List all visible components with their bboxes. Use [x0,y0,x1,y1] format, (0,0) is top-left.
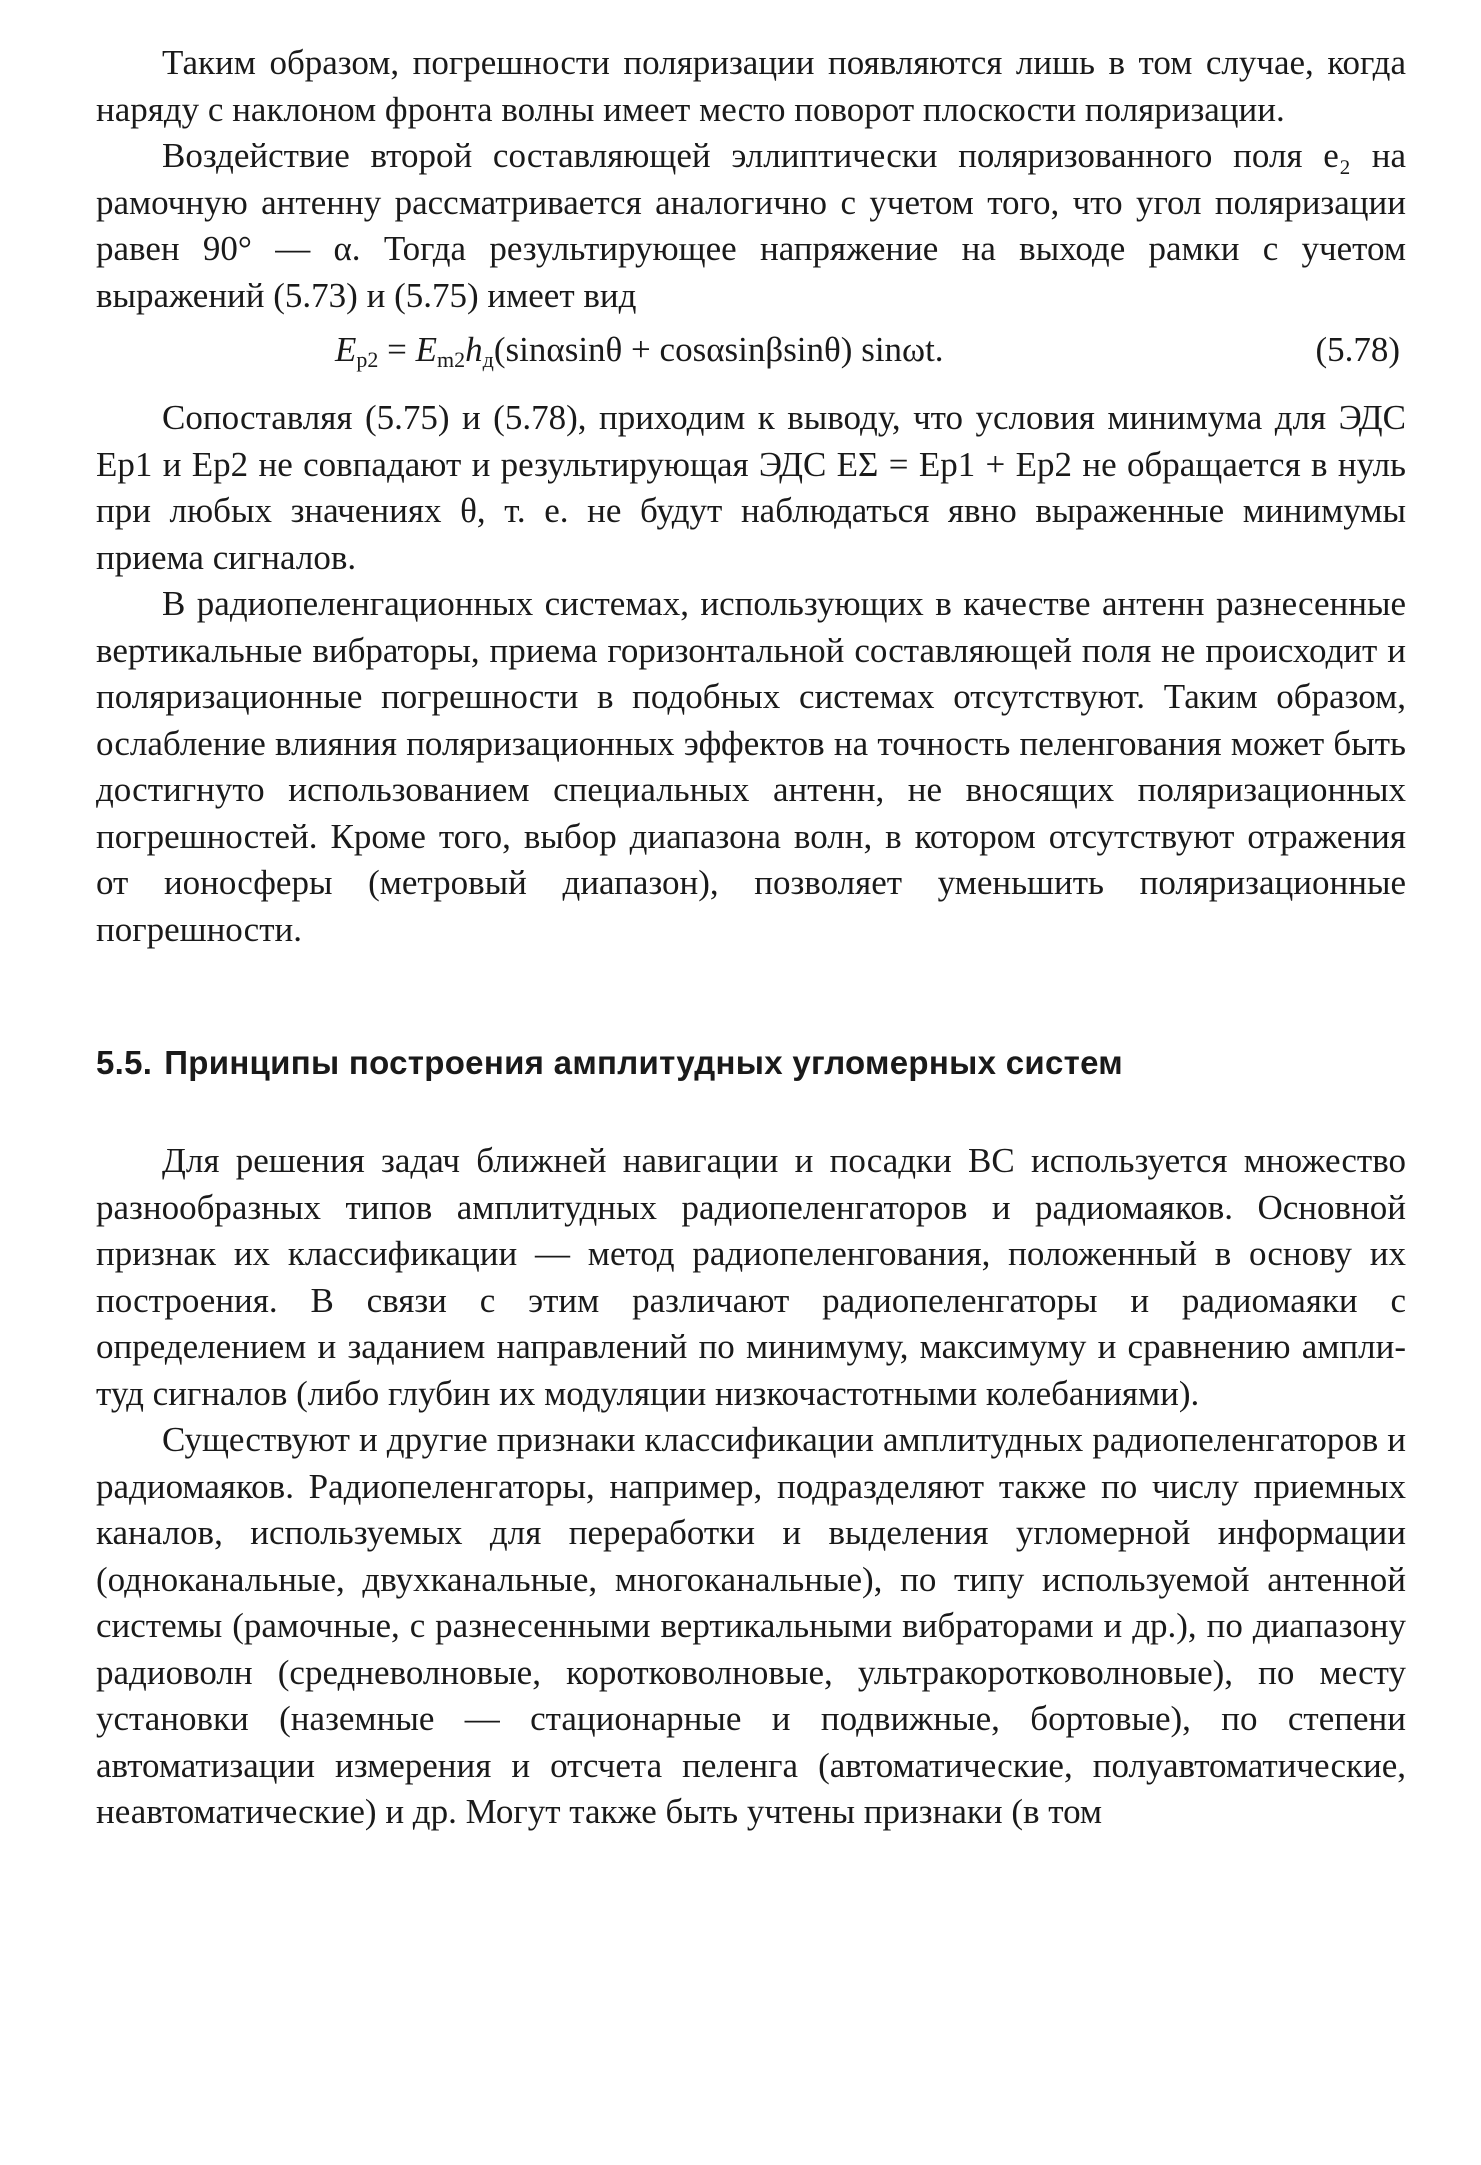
paragraph-polarization-errors: Таким образом, погрешности поляризации появляются лишь в том случае, когда наряду с наклоном фронта волны имеет место поворот плоскости поляризации. [96,43,1406,129]
paragraph-direction-finding-systems: В радиопеленгационных системах, использующих в качестве антенн разнесенные вертикальные вибраторы, приема горизонтальной составляющей поля не происходит и поляризационные погрешности в подобных системах отсутствуют. Таким образом, ослабление влияния поляризационных эффектов на точность пеленгования может быть достигнуто использованием специальных антенн, не вносящих поляризационных погрешностей. Кроме того, выбор диапазона волн, в котором отсутствуют отражения от ионосферы (метровый диапазон), позволяет уменьшить поляризационные погрешности. [96,584,1406,949]
section-title: Принципы построения амплитудных угломерных систем [164,1044,1123,1081]
equation-5-78 [96,327,1406,383]
paragraph-classification: Существуют и другие признаки классификации амплитудных радиопеленгаторов и радиомаяков. Радиопеленгаторы, например, подразделяют также по числу приемных каналов, используемых для переработки и выделения угломерной информации (одноканальные, двухканальные, многоканальные), по типу используемой антенной системы (рамочные, с разнесенными вертикальными вибраторами и др.), по диапазону радиоволн (средневолновые, коротковолновые, ультракоротковолновые), по месту установки (наземные — стационарные и подвижные, бортовые), по степени автоматизации измерения и отсчета пеленга (автоматические, полуавтоматические, неавтоматические) и др. Могут также быть учтены признаки (в том [96,1420,1406,1831]
paragraph-navigation-tasks: Для решения задач ближней навигации и посадки ВС используется множество разнообразных типов амплитудных радиопеленгаторов и радиомаяков. Основной признак их классификации — метод радиопеленгования, положенный в основу их построения. В связи с этим различают радиопеленгаторы и радиомаяки с определением и заданием направлений по минимуму, максимуму и сравнению амплитуд сигналов (либо глубин их модуляции низкочастотными колебаниями). [96,1141,1406,1413]
equation-number: (5.78) [1315,330,1400,369]
paragraph-second-component: Воздействие второй составляющей эллиптически поляризованного поля e₂ на рамочную антенну рассматривается аналогично с учетом того, что угол поляризации равен 90° — α. Тогда результирующее напряжение на выходе рамки с учетом выражений (5.73) и (5.75) имеет вид [96,136,1406,315]
section-heading [96,1043,1406,1083]
document-page [96,40,1406,1836]
formula-expression: $E_{p2} = E_{m2}h_д(\sin\alpha\sin\theta + \cos\alpha\sin\beta\sin\theta)$ sinωt. [335,330,944,372]
paragraph-comparison: Сопоставляя (5.75) и (5.78), приходим к выводу, что условия минимума для ЭДС Eр1 и Eр2 не совпадают и результирующая ЭДС EΣ = Eр1 + Eр2 не обращается в нуль при любых значениях θ, т. е. не будут наблюдаться явно выраженные минимумы приема сигналов. [96,398,1406,577]
section-number: 5.5. [96,1044,153,1081]
